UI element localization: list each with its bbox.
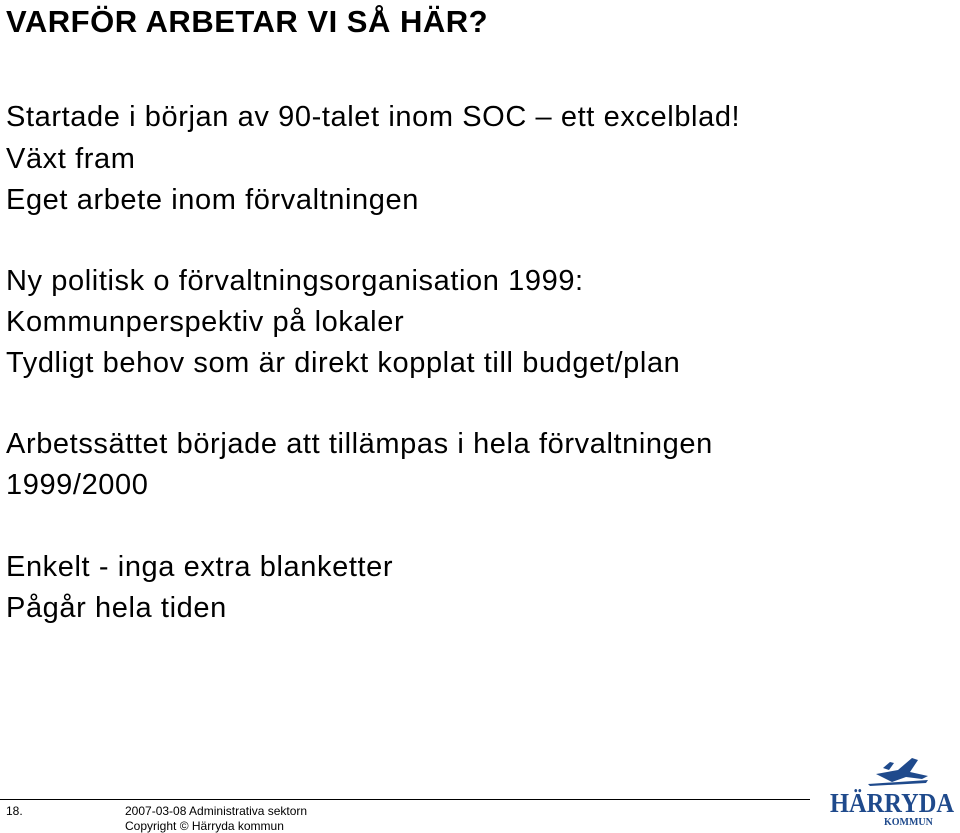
footer-divider [0,799,810,800]
text-line: Eget arbete inom förvaltningen [6,184,419,216]
page-number: 18. [6,804,23,818]
text-line: Arbetssättet började att tillämpas i hela förvaltningen [6,428,713,460]
footer-copyright: Copyright © Härryda kommun [125,819,284,833]
logo-sub: KOMMUN [884,817,933,828]
text-line: Tydligt behov som är direkt kopplat till budget/plan [6,347,681,379]
harryda-logo-icon [828,754,956,828]
footer-date-department: 2007-03-08 Administrativa sektorn [125,804,308,818]
text-line: Växt fram [6,143,136,175]
text-line: Pågår hela tiden [6,592,227,624]
text-line: Enkelt - inga extra blanketter [6,551,394,583]
text-line: Ny politisk o förvaltningsorganisation 1999: [6,265,584,297]
text-line: Startade i början av 90-talet inom SOC – ett excelblad! [6,101,741,133]
logo-name: HÄRRYDA [830,788,955,818]
text-line: 1999/2000 [6,469,149,501]
text-line: Kommunperspektiv på lokaler [6,306,405,338]
slide-title: VARFÖR ARBETAR VI SÅ HÄR? [6,4,489,39]
harryda-logo [828,754,956,828]
